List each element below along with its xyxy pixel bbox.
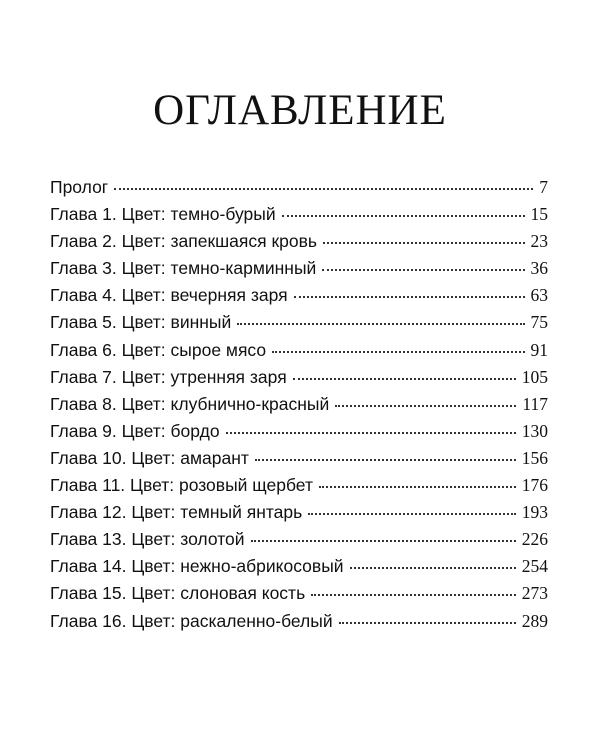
toc-entry (50, 174, 548, 201)
toc-entry-label: Глава 10. Цвет: амарант (50, 447, 249, 468)
toc-entry-page: 36 (530, 258, 548, 279)
toc-entry (50, 337, 548, 364)
dot-leader (114, 187, 533, 190)
toc-entry (50, 526, 548, 553)
toc-entry-label: Глава 5. Цвет: винный (50, 312, 232, 333)
toc-entry-label: Глава 3. Цвет: темно-карминный (50, 258, 317, 279)
toc-entry (50, 445, 548, 472)
table-of-contents (50, 174, 548, 635)
toc-entry-page: 193 (521, 502, 548, 523)
dot-leader (293, 377, 516, 380)
toc-entry-label: Глава 4. Цвет: вечерняя заря (50, 285, 288, 306)
toc-entry (50, 418, 548, 445)
toc-entry-page: 254 (521, 556, 548, 577)
dot-leader (319, 485, 516, 488)
toc-entry-page: 289 (521, 610, 548, 631)
toc-entry (50, 608, 548, 635)
toc-entry-label: Глава 8. Цвет: клубнично-красный (50, 393, 330, 414)
dot-leader (226, 431, 516, 434)
toc-entry-label: Глава 1. Цвет: темно-бурый (50, 204, 276, 225)
toc-entry-page: 130 (521, 420, 548, 441)
toc-entry-page: 273 (521, 583, 548, 604)
toc-entry (50, 553, 548, 580)
toc-entry-page: 15 (530, 204, 548, 225)
toc-entry-label: Пролог (50, 177, 109, 197)
toc-entry-label: Глава 6. Цвет: сырое мясо (50, 339, 267, 360)
toc-entry (50, 580, 548, 607)
toc-entry-page: 117 (522, 393, 548, 414)
toc-entry-label: Глава 11. Цвет: розовый щербет (50, 475, 313, 496)
toc-entry-page: 176 (521, 475, 548, 496)
toc-entry-label: Глава 9. Цвет: бордо (50, 420, 220, 441)
toc-entry-page: 105 (521, 366, 548, 387)
toc-entry-label: Глава 2. Цвет: запекшаяся кровь (50, 231, 318, 252)
dot-leader (350, 566, 516, 569)
dot-leader (272, 350, 524, 353)
toc-entry-label: Глава 14. Цвет: нежно-абрикосовый (50, 556, 344, 577)
toc-entry-page: 23 (530, 231, 548, 252)
dot-leader (339, 621, 516, 624)
toc-entry-page: 156 (521, 447, 548, 468)
dot-leader (322, 268, 524, 271)
dot-leader (251, 539, 516, 542)
toc-entry (50, 499, 548, 526)
toc-entry-page: 91 (530, 339, 548, 360)
dot-leader (294, 295, 525, 298)
toc-entry (50, 391, 548, 418)
dot-leader (308, 512, 515, 515)
toc-entry-label: Глава 7. Цвет: утренняя заря (50, 366, 287, 387)
dot-leader (311, 593, 516, 596)
toc-entry (50, 228, 548, 255)
toc-entry-page: 63 (530, 285, 548, 306)
toc-entry-page: 7 (539, 177, 548, 197)
toc-entry-label: Глава 12. Цвет: темный янтарь (50, 502, 303, 523)
toc-entry-page: 75 (530, 312, 548, 333)
toc-entry-label: Глава 13. Цвет: золотой (50, 529, 245, 550)
toc-entry (50, 282, 548, 309)
toc-entry (50, 364, 548, 391)
toc-entry-page: 226 (521, 529, 548, 550)
dot-leader (255, 458, 516, 461)
page-title: ОГЛАВЛЕНИЕ (153, 87, 447, 134)
dot-leader (282, 214, 525, 217)
toc-entry (50, 255, 548, 282)
dot-leader (335, 404, 516, 407)
toc-entry (50, 309, 548, 336)
toc-entry (50, 472, 548, 499)
dot-leader (237, 322, 524, 325)
dot-leader (323, 241, 524, 244)
toc-entry-label: Глава 16. Цвет: раскаленно-белый (50, 610, 333, 631)
toc-entry-label: Глава 15. Цвет: слоновая кость (50, 583, 306, 604)
toc-entry (50, 201, 548, 228)
